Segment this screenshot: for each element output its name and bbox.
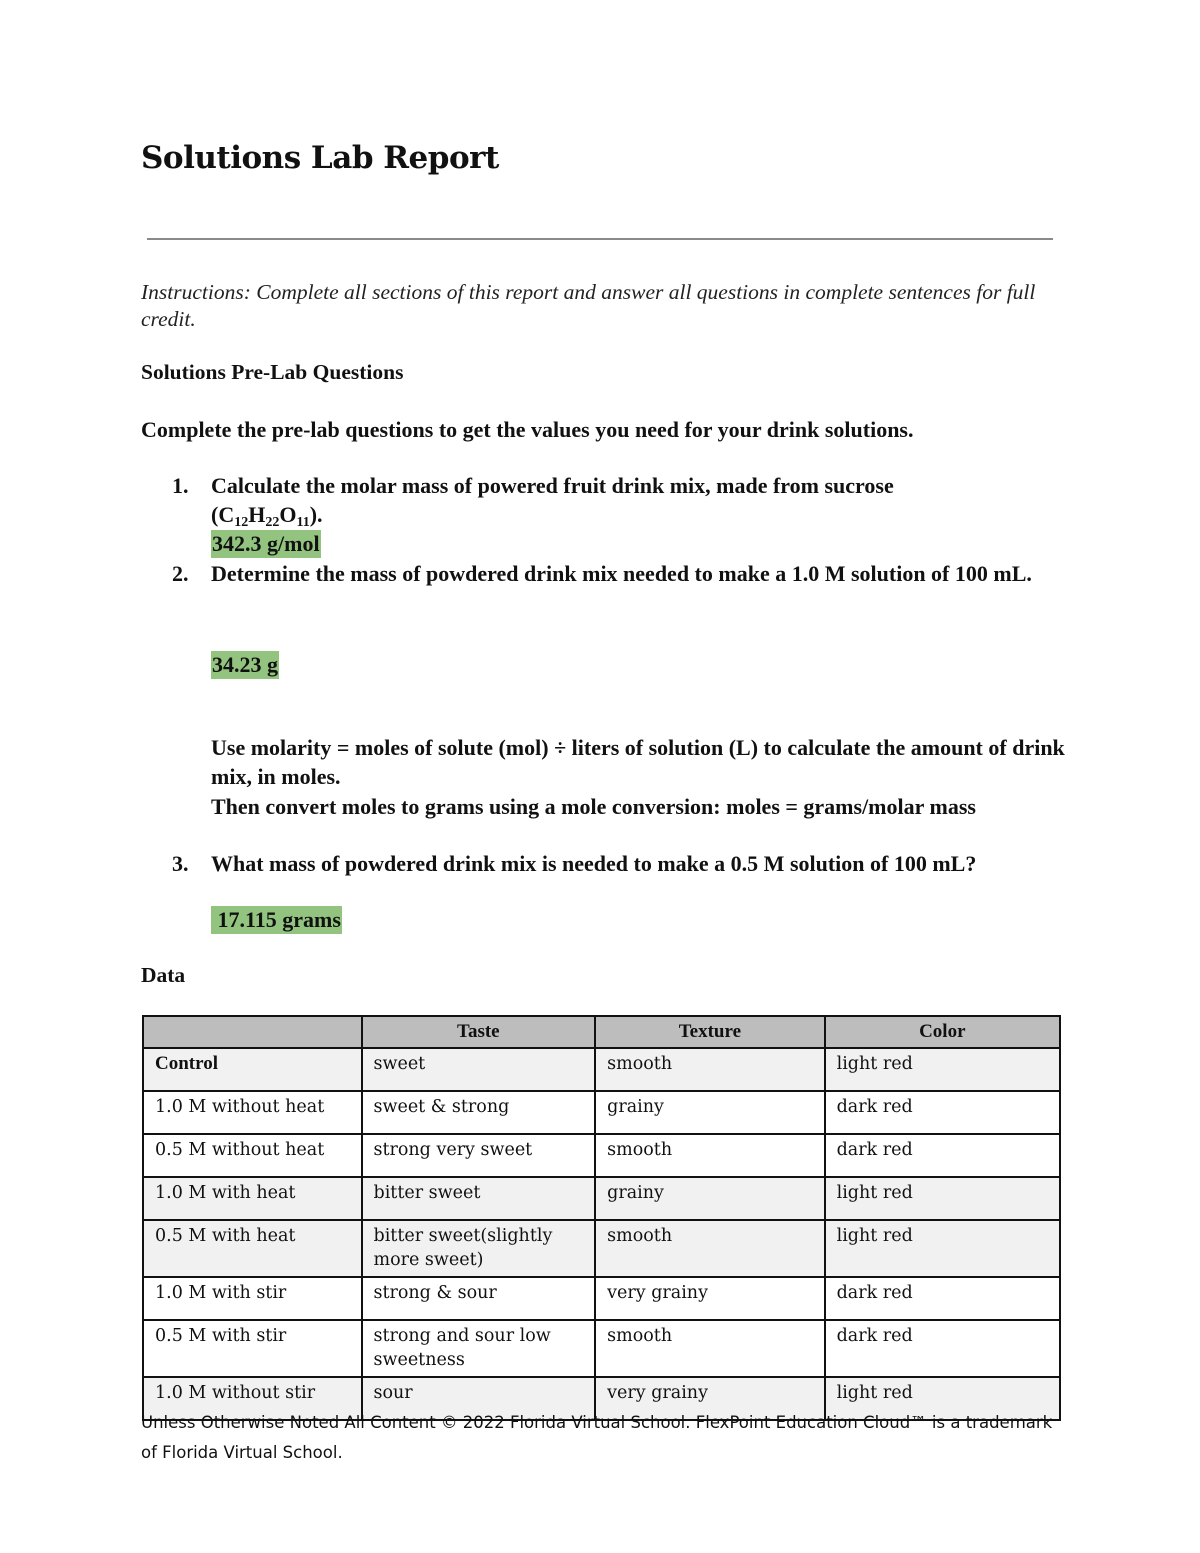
texture-cell: smooth bbox=[595, 1320, 824, 1377]
table-row bbox=[143, 1220, 1060, 1277]
header-empty bbox=[143, 1016, 362, 1048]
color-cell: dark red bbox=[825, 1320, 1060, 1377]
question-2-text: Determine the mass of powdered drink mix needed to make a 1.0 M solution of 100 mL. bbox=[211, 561, 1032, 586]
row-label: 1.0 M without heat bbox=[143, 1091, 362, 1134]
table-row bbox=[143, 1277, 1060, 1320]
data-table bbox=[142, 1015, 1061, 1421]
table-row bbox=[143, 1048, 1060, 1091]
texture-cell: very grainy bbox=[595, 1277, 824, 1320]
table-header-row bbox=[143, 1016, 1060, 1048]
taste-cell: strong very sweet bbox=[362, 1134, 596, 1177]
texture-cell: grainy bbox=[595, 1091, 824, 1134]
title-divider bbox=[147, 238, 1053, 240]
question-1-number: 1. bbox=[172, 473, 189, 498]
color-cell: light red bbox=[825, 1220, 1060, 1277]
question-3-number: 3. bbox=[172, 851, 189, 876]
color-cell: light red bbox=[825, 1177, 1060, 1220]
answer-1: 342.3 g/mol bbox=[212, 531, 320, 556]
row-label: Control bbox=[143, 1048, 362, 1091]
taste-cell: sweet bbox=[362, 1048, 596, 1091]
table-row bbox=[143, 1134, 1060, 1177]
question-1-text bbox=[211, 471, 1061, 529]
instructions-text: Instructions: Complete all sections of this report and answer all questions in complete sentences for full credit. bbox=[141, 280, 1036, 331]
row-label: 1.0 M with heat bbox=[143, 1177, 362, 1220]
taste-cell: bitter sweet(slightly more sweet) bbox=[362, 1220, 596, 1277]
taste-cell: bitter sweet bbox=[362, 1177, 596, 1220]
texture-cell: smooth bbox=[595, 1220, 824, 1277]
table-row bbox=[143, 1091, 1060, 1134]
page-title: Solutions Lab Report bbox=[141, 140, 499, 176]
row-label: 0.5 M without heat bbox=[143, 1134, 362, 1177]
prelab-heading: Solutions Pre-Lab Questions bbox=[141, 360, 404, 384]
answer-3: 17.115 grams bbox=[212, 907, 341, 932]
row-label: 0.5 M with heat bbox=[143, 1220, 362, 1277]
row-label: 1.0 M without stir bbox=[143, 1377, 362, 1420]
header-color: Color bbox=[825, 1016, 1060, 1048]
header-taste: Taste bbox=[362, 1016, 596, 1048]
taste-cell: strong and sour low sweetness bbox=[362, 1320, 596, 1377]
texture-cell: smooth bbox=[595, 1048, 824, 1091]
question-3-text: What mass of powdered drink mix is needed to make a 0.5 M solution of 100 mL? bbox=[211, 851, 977, 876]
row-label: 1.0 M with stir bbox=[143, 1277, 362, 1320]
prelab-intro: Complete the pre-lab questions to get the values you need for your drink solutions. bbox=[141, 417, 914, 442]
answer-2: 34.23 g bbox=[212, 652, 278, 677]
taste-cell: strong & sour bbox=[362, 1277, 596, 1320]
color-cell: light red bbox=[825, 1377, 1060, 1420]
color-cell: dark red bbox=[825, 1277, 1060, 1320]
color-cell: light red bbox=[825, 1048, 1060, 1091]
copyright-footer: Unless Otherwise Noted All Content © 2022 Florida Virtual School. FlexPoint Education Cloud™ is a trademark of Florida Virtual School. bbox=[141, 1413, 1053, 1462]
question-2-number: 2. bbox=[172, 561, 189, 586]
conversion-hint: Then convert moles to grams using a mole conversion: moles = grams/molar mass bbox=[211, 794, 976, 819]
molarity-hint: Use molarity = moles of solute (mol) ÷ liters of solution (L) to calculate the amount of drink mix, in moles. bbox=[211, 735, 1065, 789]
color-cell: dark red bbox=[825, 1091, 1060, 1134]
taste-cell: sour bbox=[362, 1377, 596, 1420]
texture-cell: grainy bbox=[595, 1177, 824, 1220]
question-1-line1: Calculate the molar mass of powered fruit drink mix, made from sucrose bbox=[211, 473, 894, 498]
texture-cell: smooth bbox=[595, 1134, 824, 1177]
table-row bbox=[143, 1320, 1060, 1377]
taste-cell: sweet & strong bbox=[362, 1091, 596, 1134]
sucrose-formula: $(C_{12}H_{22}O_{11})$. bbox=[211, 502, 323, 530]
texture-cell: very grainy bbox=[595, 1377, 824, 1420]
header-texture: Texture bbox=[595, 1016, 824, 1048]
data-heading: Data bbox=[141, 963, 186, 987]
row-label: 0.5 M with stir bbox=[143, 1320, 362, 1377]
color-cell: dark red bbox=[825, 1134, 1060, 1177]
table-row bbox=[143, 1177, 1060, 1220]
